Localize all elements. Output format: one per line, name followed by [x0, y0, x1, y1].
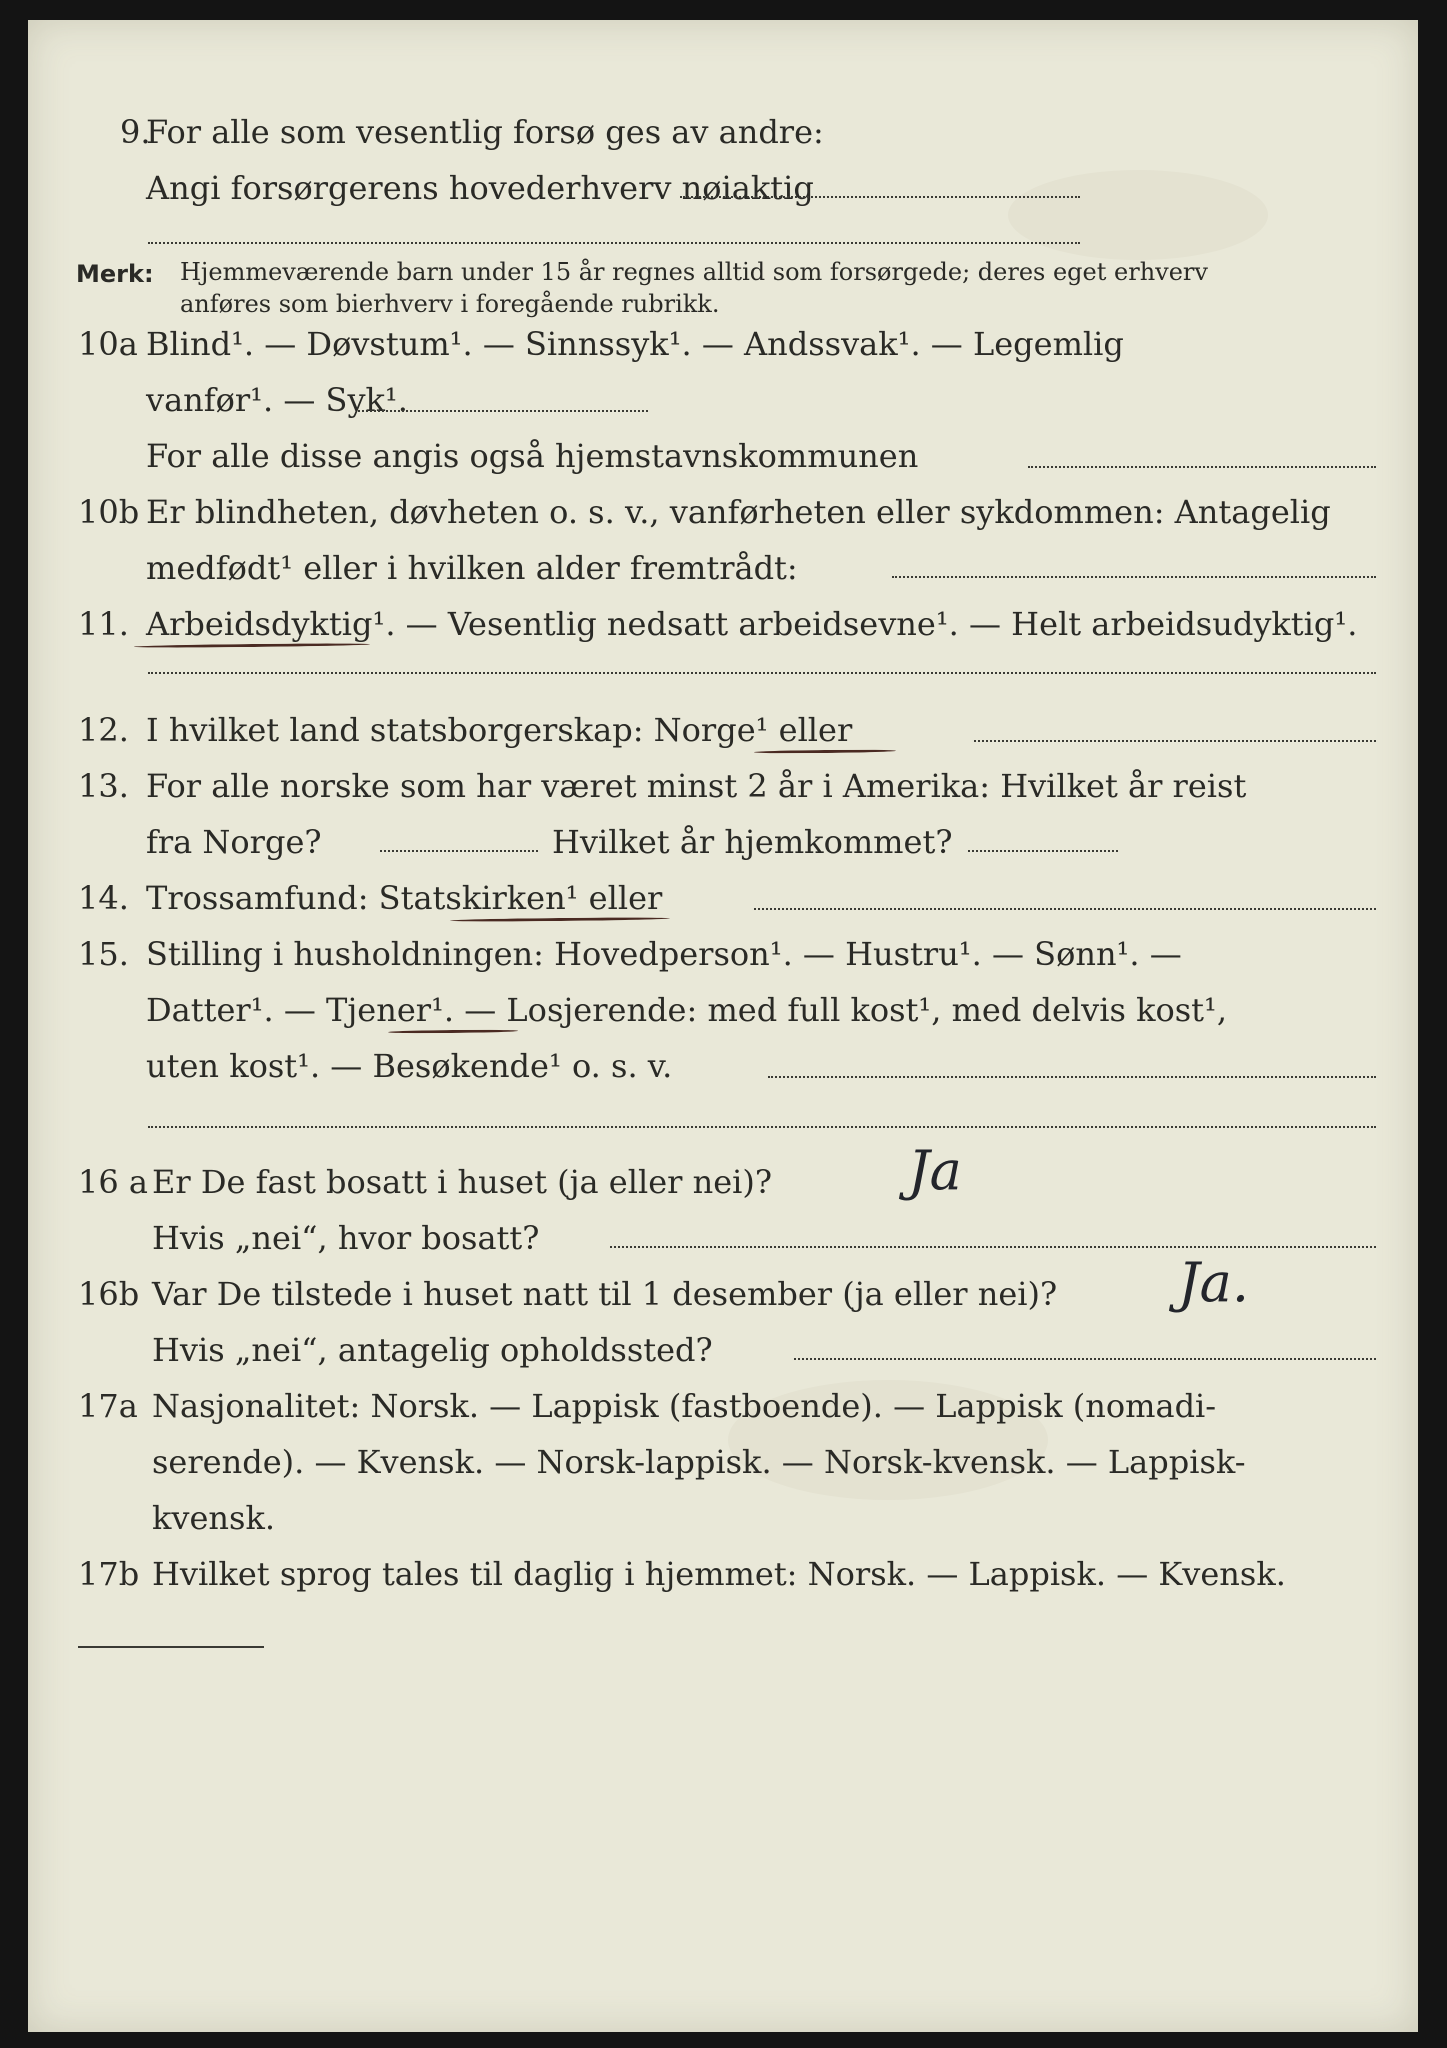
- merk-note-line1: Hjemmeværende barn under 15 år regnes alltid som forsørgede; deres eget erhverv: [180, 258, 1208, 286]
- q15-options-line3: uten kost¹. — Besøkende¹ o. s. v.: [146, 1047, 673, 1085]
- q10a-options-line1: Blind¹. — Døvstum¹. — Sinnssyk¹. — Andssvak¹. — Legemlig: [146, 325, 1124, 363]
- q10a-number: 10a: [78, 325, 138, 363]
- q17a-options-line1: Nasjonalitet: Norsk. — Lappisk (fastboende). — Lappisk (nomadi-: [152, 1387, 1217, 1425]
- q11-answer-underline: [134, 643, 370, 648]
- q17a-options-line2: serende). — Kvensk. — Norsk-lappisk. — Norsk-kvensk. — Lappisk-: [152, 1443, 1246, 1481]
- q15-other-field[interactable]: [768, 1076, 1376, 1078]
- q14-answer-underline: [450, 917, 670, 922]
- q16b-handwritten-answer: Ja.: [1178, 1251, 1250, 1314]
- q17a-options-line3: kvensk.: [152, 1499, 275, 1537]
- q13-number: 13.: [78, 767, 129, 805]
- q15-extra-line-field[interactable]: [148, 1126, 1376, 1128]
- q10b-text-line1: Er blindheten, døvheten o. s. v., vanførheten eller sykdommen: Antagelig: [146, 493, 1331, 531]
- q15-options-line2: Datter¹. — Tjener¹. — Losjerende: med full kost¹, med delvis kost¹,: [146, 991, 1228, 1029]
- paper-stain: [1008, 170, 1268, 260]
- q9-extra-line-field[interactable]: [148, 242, 1080, 244]
- q13-departure-year-field[interactable]: [380, 850, 538, 852]
- q11-number: 11.: [78, 605, 129, 643]
- q16a-residence-label: Hvis „nei“, hvor bosatt?: [152, 1219, 540, 1257]
- q15-options-line1: Stilling i husholdningen: Hovedperson¹. — Hustru¹. — Sønn¹. —: [146, 935, 1182, 973]
- merk-note-line2: anføres som bierhverv i foregående rubrikk.: [180, 290, 720, 318]
- q16b-number: 16b: [78, 1275, 140, 1313]
- q17b-number: 17b: [78, 1555, 140, 1593]
- q9-provider-label: Angi forsørgerens hovederhverv nøiaktig: [146, 169, 814, 207]
- q13-departure-label: fra Norge?: [146, 823, 322, 861]
- q15-number: 15.: [78, 935, 129, 973]
- q16b-question: Var De tilstede i huset natt til 1 desember (ja eller nei)?: [152, 1275, 1058, 1313]
- q9-number: 9.: [120, 113, 151, 151]
- footnote-rule: [78, 1646, 264, 1648]
- q10a-municipality-field[interactable]: [1028, 466, 1376, 468]
- q9-provider-field[interactable]: [680, 196, 1080, 198]
- q10b-text-line2: medfødt¹ eller i hvilken alder fremtrådt:: [146, 549, 798, 587]
- merk-label: Merk:: [76, 260, 154, 288]
- q14-text: Trossamfund: Statskirken¹ eller: [146, 879, 663, 917]
- q17a-number: 17a: [78, 1387, 138, 1425]
- q13-text-line1: For alle norske som har været minst 2 år i Amerika: Hvilket år reist: [146, 767, 1247, 805]
- q12-number: 12.: [78, 711, 129, 749]
- q13-return-year-field[interactable]: [968, 850, 1118, 852]
- q10a-municipality-label: For alle disse angis også hjemstavnskommunen: [146, 437, 919, 475]
- census-form-page: [28, 20, 1418, 2032]
- q14-number: 14.: [78, 879, 129, 917]
- q11-extra-line-field[interactable]: [148, 672, 1376, 674]
- q10b-age-field[interactable]: [892, 576, 1376, 578]
- q12-text: I hvilket land statsborgerskap: Norge¹ eller: [146, 711, 853, 749]
- q10a-sick-field[interactable]: [358, 410, 648, 412]
- q12-answer-underline: [754, 749, 896, 753]
- q16b-whereabouts-label: Hvis „nei“, antagelig opholdssted?: [152, 1331, 713, 1369]
- q14-other-faith-field[interactable]: [754, 908, 1376, 910]
- q17b-options: Hvilket sprog tales til daglig i hjemmet: Norsk. — Lappisk. — Kvensk.: [152, 1555, 1286, 1593]
- q16b-whereabouts-field[interactable]: [794, 1358, 1376, 1360]
- q11-options: Arbeidsdyktig¹. — Vesentlig nedsatt arbeidsevne¹. — Helt arbeidsudyktig¹.: [146, 605, 1358, 643]
- q9-text: For alle som vesentlig forsø ges av andre:: [146, 113, 824, 151]
- q12-other-country-field[interactable]: [974, 740, 1376, 742]
- q10b-number: 10b: [78, 493, 140, 531]
- q16a-handwritten-answer: Ja: [908, 1139, 962, 1202]
- q10a-options-line2: vanfør¹. — Syk¹.: [146, 381, 408, 419]
- q16a-question: Er De fast bosatt i huset (ja eller nei)?: [152, 1163, 773, 1201]
- q13-return-label: Hvilket år hjemkommet?: [552, 823, 953, 861]
- q15-answer-underline: [388, 1029, 518, 1033]
- q16a-residence-field[interactable]: [610, 1246, 1376, 1248]
- q16a-number: 16 a: [78, 1163, 148, 1201]
